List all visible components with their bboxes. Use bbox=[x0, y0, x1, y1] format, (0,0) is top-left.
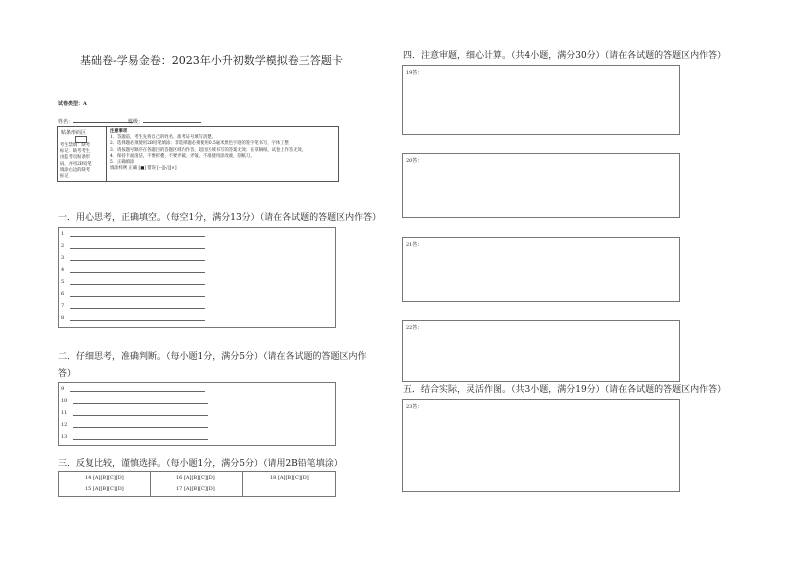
notice-title: 注意事项 bbox=[110, 129, 128, 134]
notice-line: 3．请按题号顺序在各题目的答题区域内作答，超出区域书写的答案无效；在草稿纸、试卷上作答无效。 bbox=[110, 147, 307, 153]
answer-label: 20答： bbox=[406, 158, 423, 164]
section5-title: 五．结合实际，灵活作图。（共3小题，满分19分）（请在各试题的答题区内作答） bbox=[403, 385, 727, 395]
answer-box-23[interactable] bbox=[402, 399, 680, 492]
notice-line: 4．保持卡面清洁，不要折叠、不要弄破、弄皱，不准使用涂改液、刮纸刀。 bbox=[110, 153, 255, 159]
answer-row[interactable]: 9 bbox=[61, 386, 205, 392]
choice-item[interactable]: 14 [A][B][C][D] bbox=[85, 475, 124, 481]
choice-item[interactable]: 18 [A][B][C][D] bbox=[270, 475, 309, 481]
barcode-title: 贴条形码区 bbox=[61, 130, 87, 136]
answer-row[interactable]: 6 bbox=[61, 291, 205, 297]
answer-row[interactable]: 5 bbox=[61, 279, 205, 285]
choice-item[interactable]: 17 [A][B][C][D] bbox=[176, 486, 215, 492]
absent-instructions: 考生禁填：缺考 标记：缺考考生 由监考员贴条形 码，并用2B铅笔 填涂右边的缺考 标记 bbox=[60, 143, 92, 180]
barcode-area bbox=[58, 127, 107, 181]
answer-box-20[interactable] bbox=[402, 153, 680, 218]
answer-row[interactable]: 3 bbox=[61, 255, 205, 261]
class-field[interactable] bbox=[128, 118, 201, 125]
sheet-title: 基础卷-学易金卷：2023年小升初数学模拟卷三答题卡 bbox=[80, 54, 343, 67]
choice-item[interactable]: 15 [A][B][C][D] bbox=[85, 486, 124, 492]
answer-row[interactable]: 2 bbox=[61, 243, 205, 249]
class-label: 班级： bbox=[128, 119, 144, 125]
answer-row[interactable]: 7 bbox=[61, 303, 205, 309]
section1-title: 一．用心思考，正确填空。（每空1分，满分13分）（请在各试题的答题区内作答） bbox=[58, 213, 382, 223]
section3-title: 三．反复比较，谨慎选择。（每小题1分，满分5分）（请用2B铅笔填涂） bbox=[58, 459, 343, 469]
absent-mark-box[interactable] bbox=[75, 136, 87, 143]
answer-label: 19答： bbox=[406, 70, 423, 76]
answer-row[interactable]: 1 bbox=[61, 231, 205, 237]
answer-label: 22答： bbox=[406, 325, 423, 331]
answer-label: 21答： bbox=[406, 242, 423, 248]
section2-title-cont: 答） bbox=[58, 369, 77, 379]
answer-box-19[interactable] bbox=[402, 65, 680, 135]
answer-row[interactable]: 12 bbox=[61, 422, 208, 428]
answer-box-21[interactable] bbox=[402, 237, 680, 302]
name-field[interactable] bbox=[58, 118, 133, 125]
section1-answer-box bbox=[58, 227, 336, 328]
fill-example: 填涂样例 正确 [■] 错误 [--][√][×] bbox=[110, 166, 177, 172]
info-block bbox=[57, 126, 339, 182]
section3-choice-box bbox=[58, 471, 336, 497]
paper-type: 试卷类型：A bbox=[58, 101, 87, 107]
answer-row[interactable]: 10 bbox=[61, 398, 208, 404]
answer-row[interactable]: 8 bbox=[61, 315, 205, 321]
notice-line: 5．正确填涂 bbox=[110, 160, 135, 166]
answer-row[interactable]: 13 bbox=[61, 434, 208, 440]
notice-line: 1．答题前，考生先将自己的姓名、准考证号填写清楚。 bbox=[110, 135, 216, 141]
choice-item[interactable]: 16 [A][B][C][D] bbox=[176, 475, 215, 481]
name-label: 姓名： bbox=[58, 119, 74, 125]
notice-line: 2．选择题必须使用2B铅笔填涂；非选择题必须使用0.5毫米黑色字迹的签字笔书写，字体工整 bbox=[110, 141, 289, 147]
section4-title: 四．注意审题，细心计算。（共4小题，满分30分）（请在各试题的答题区内作答） bbox=[403, 51, 727, 61]
answer-label: 23答： bbox=[406, 404, 423, 410]
answer-row[interactable]: 4 bbox=[61, 267, 205, 273]
section2-title: 二．仔细思考，准确判断。（每小题1分，满分5分）（请在各试题的答题区内作 bbox=[58, 352, 367, 362]
answer-box-22[interactable] bbox=[402, 320, 680, 382]
notice-area bbox=[110, 129, 306, 172]
section2-answer-box bbox=[58, 382, 336, 446]
answer-row[interactable]: 11 bbox=[61, 410, 208, 416]
